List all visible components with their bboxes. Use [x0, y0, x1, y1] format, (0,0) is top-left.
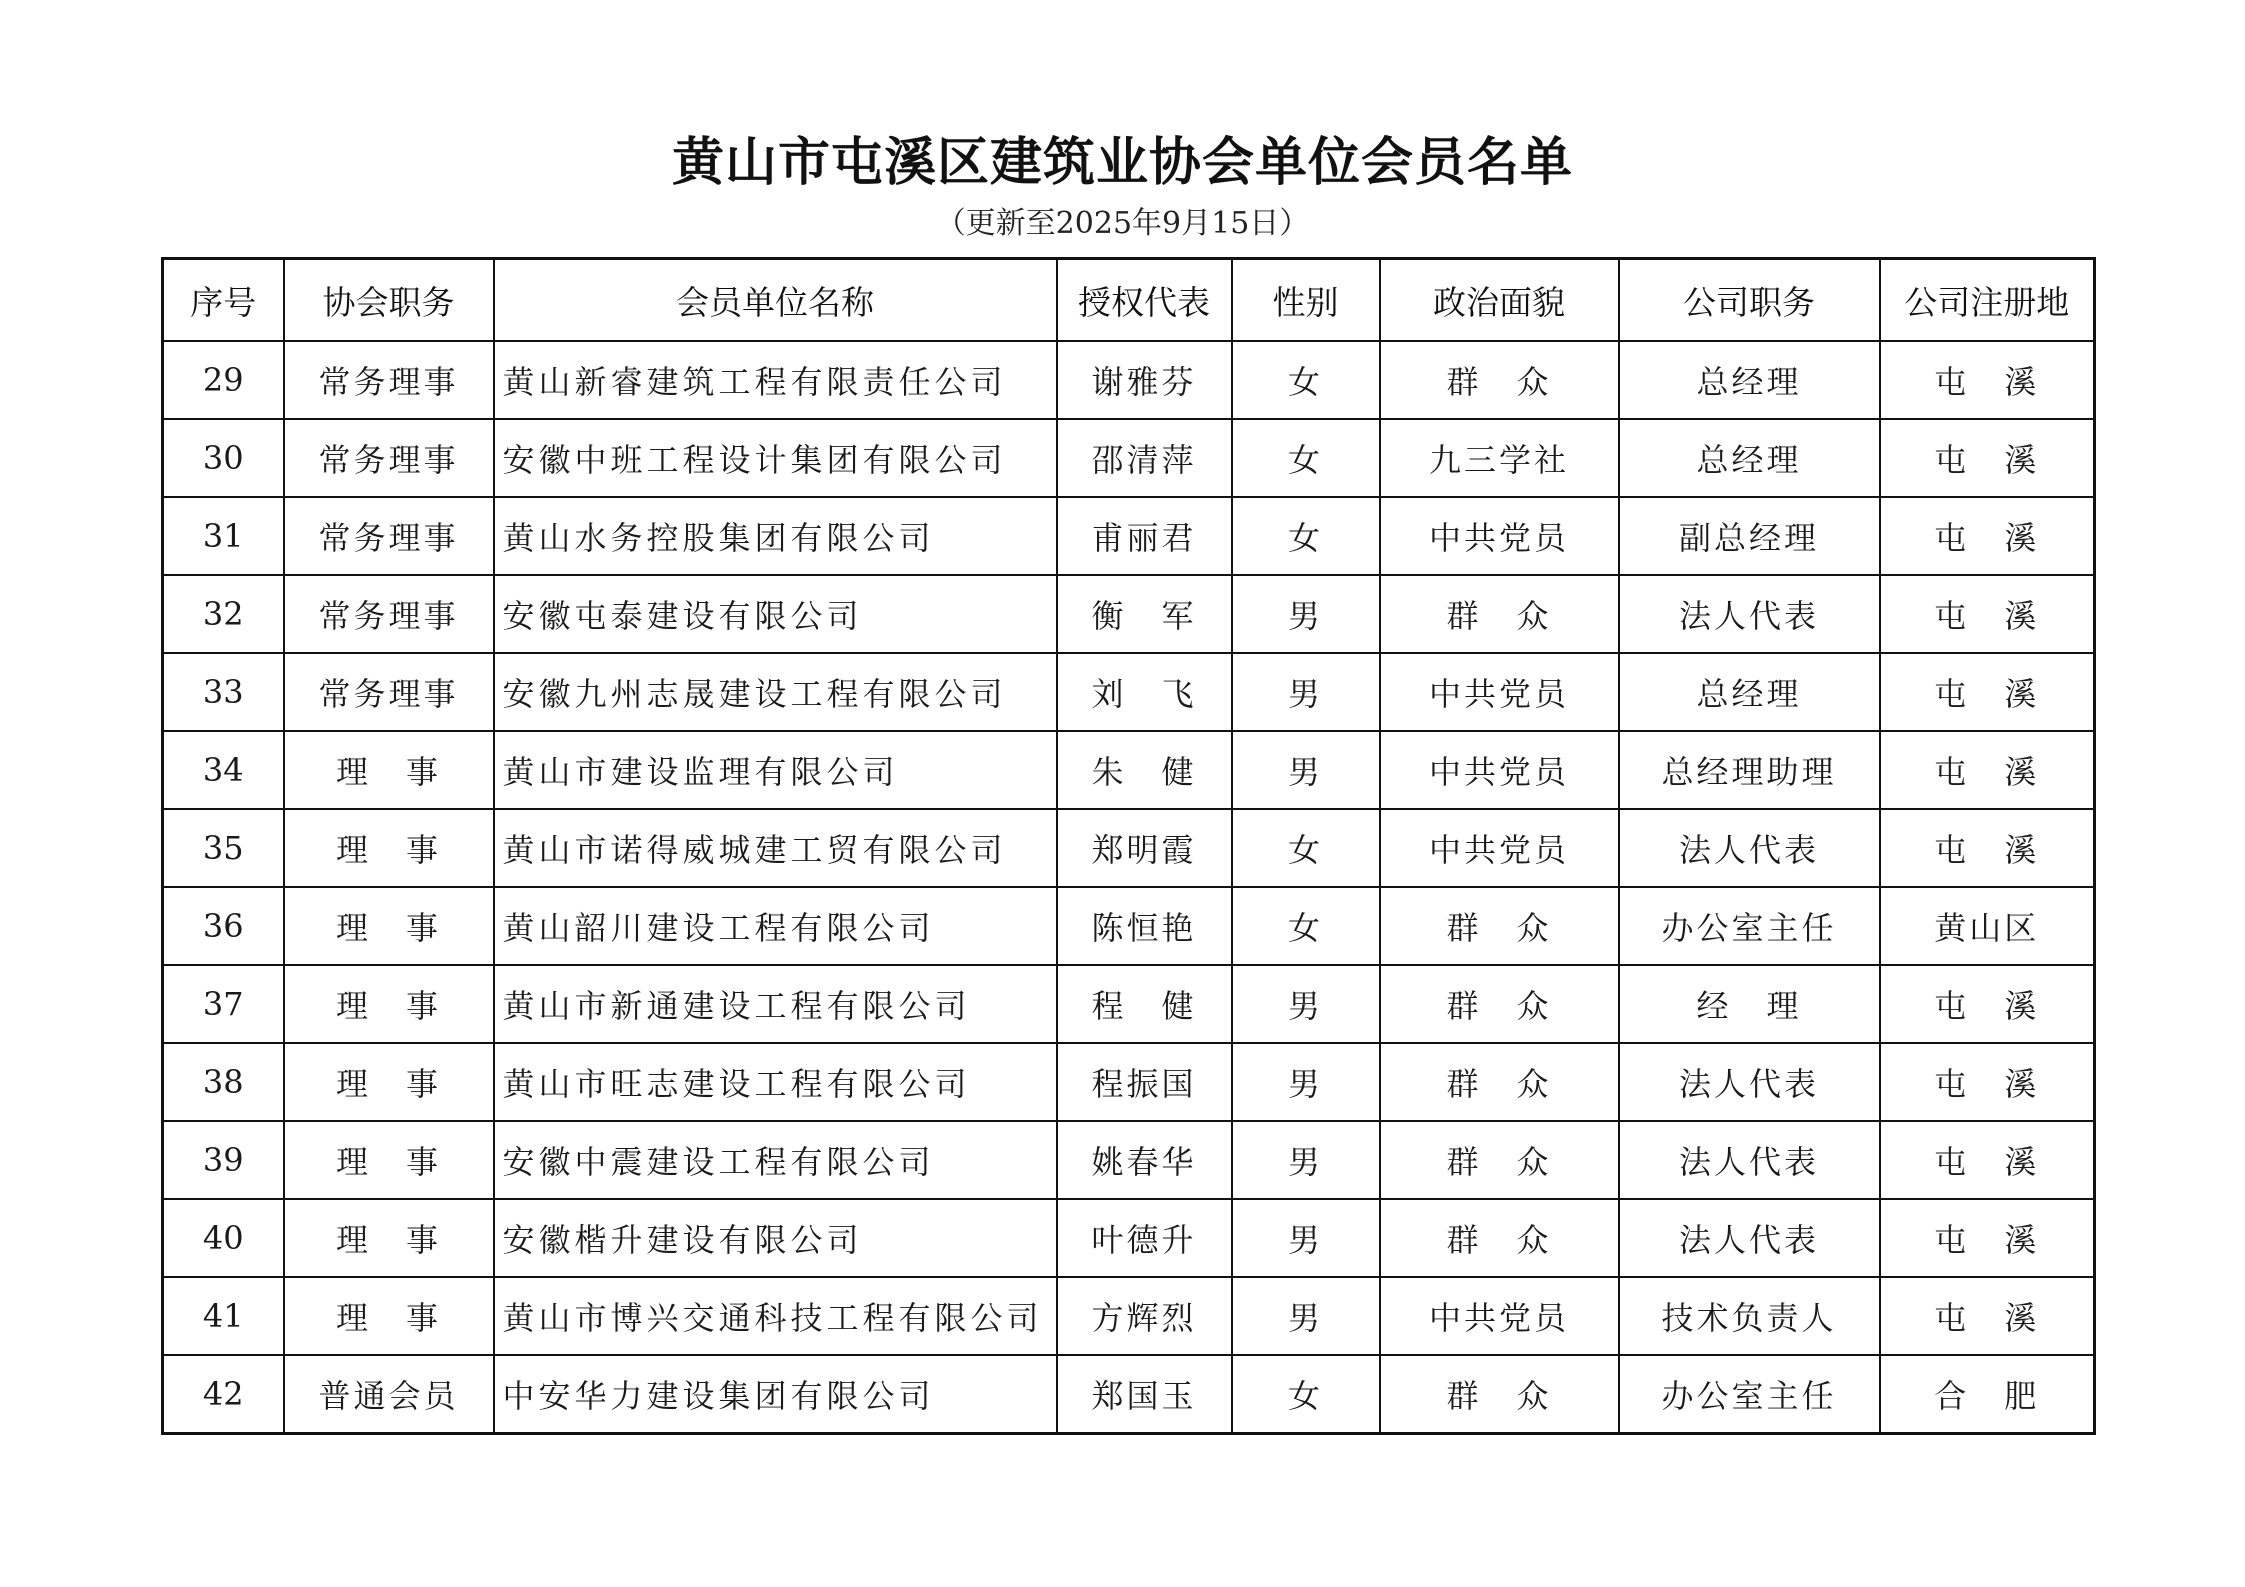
cell-gender: 女	[1232, 1355, 1380, 1434]
cell-company: 安徽屯泰建设有限公司	[494, 575, 1057, 653]
header-position: 公司职务	[1619, 259, 1880, 342]
cell-seq: 42	[163, 1355, 284, 1434]
cell-role: 常务理事	[284, 575, 494, 653]
cell-company: 黄山市博兴交通科技工程有限公司	[494, 1277, 1057, 1355]
cell-company: 安徽九州志晟建设工程有限公司	[494, 653, 1057, 731]
cell-position: 总经理	[1619, 653, 1880, 731]
member-table	[161, 257, 2096, 1435]
cell-position: 办公室主任	[1619, 1355, 1880, 1434]
table-row	[163, 1199, 2095, 1277]
cell-role: 理 事	[284, 1121, 494, 1199]
table-header-row	[163, 259, 2095, 342]
document-subtitle: （更新至2025年9月15日）	[935, 206, 1310, 241]
cell-role: 理 事	[284, 731, 494, 809]
header-political: 政治面貌	[1380, 259, 1619, 342]
cell-gender: 女	[1232, 341, 1380, 419]
cell-location: 屯 溪	[1880, 1277, 2095, 1355]
cell-rep: 姚春华	[1057, 1121, 1232, 1199]
cell-political: 群 众	[1380, 887, 1619, 965]
cell-location: 屯 溪	[1880, 1199, 2095, 1277]
cell-role: 理 事	[284, 1277, 494, 1355]
cell-rep: 邵清萍	[1057, 419, 1232, 497]
cell-rep: 甫丽君	[1057, 497, 1232, 575]
cell-seq: 36	[163, 887, 284, 965]
cell-role: 常务理事	[284, 341, 494, 419]
header-location: 公司注册地	[1880, 259, 2095, 342]
cell-position: 办公室主任	[1619, 887, 1880, 965]
cell-rep: 郑国玉	[1057, 1355, 1232, 1434]
header-seq: 序号	[163, 259, 284, 342]
cell-seq: 38	[163, 1043, 284, 1121]
table-row	[163, 497, 2095, 575]
cell-company: 黄山市建设监理有限公司	[494, 731, 1057, 809]
cell-gender: 男	[1232, 731, 1380, 809]
cell-political: 中共党员	[1380, 1277, 1619, 1355]
cell-gender: 男	[1232, 1199, 1380, 1277]
cell-location: 屯 溪	[1880, 419, 2095, 497]
cell-political: 群 众	[1380, 1355, 1619, 1434]
cell-position: 经 理	[1619, 965, 1880, 1043]
table-row	[163, 809, 2095, 887]
cell-rep: 郑明霞	[1057, 809, 1232, 887]
cell-company: 安徽中班工程设计集团有限公司	[494, 419, 1057, 497]
cell-seq: 32	[163, 575, 284, 653]
cell-seq: 30	[163, 419, 284, 497]
cell-position: 技术负责人	[1619, 1277, 1880, 1355]
cell-political: 九三学社	[1380, 419, 1619, 497]
cell-seq: 29	[163, 341, 284, 419]
header-rep: 授权代表	[1057, 259, 1232, 342]
cell-position: 副总经理	[1619, 497, 1880, 575]
cell-location: 屯 溪	[1880, 1043, 2095, 1121]
cell-gender: 男	[1232, 1121, 1380, 1199]
table-row	[163, 575, 2095, 653]
cell-rep: 叶德升	[1057, 1199, 1232, 1277]
cell-role: 理 事	[284, 1199, 494, 1277]
cell-gender: 女	[1232, 887, 1380, 965]
cell-gender: 男	[1232, 1277, 1380, 1355]
cell-company: 黄山水务控股集团有限公司	[494, 497, 1057, 575]
cell-location: 屯 溪	[1880, 653, 2095, 731]
cell-company: 安徽楷升建设有限公司	[494, 1199, 1057, 1277]
cell-gender: 男	[1232, 965, 1380, 1043]
cell-role: 理 事	[284, 1043, 494, 1121]
cell-role: 普通会员	[284, 1355, 494, 1434]
cell-position: 总经理	[1619, 419, 1880, 497]
document-title: 黄山市屯溪区建筑业协会单位会员名单	[671, 133, 1573, 193]
cell-role: 理 事	[284, 965, 494, 1043]
header-company: 会员单位名称	[494, 259, 1057, 342]
cell-gender: 女	[1232, 809, 1380, 887]
cell-seq: 33	[163, 653, 284, 731]
cell-political: 群 众	[1380, 575, 1619, 653]
table-row	[163, 419, 2095, 497]
cell-location: 屯 溪	[1880, 341, 2095, 419]
cell-position: 法人代表	[1619, 1121, 1880, 1199]
cell-role: 理 事	[284, 887, 494, 965]
cell-seq: 41	[163, 1277, 284, 1355]
cell-location: 屯 溪	[1880, 497, 2095, 575]
table-row	[163, 1355, 2095, 1434]
cell-gender: 男	[1232, 1043, 1380, 1121]
cell-company: 安徽中震建设工程有限公司	[494, 1121, 1057, 1199]
cell-role: 常务理事	[284, 497, 494, 575]
cell-position: 法人代表	[1619, 809, 1880, 887]
cell-gender: 女	[1232, 419, 1380, 497]
cell-location: 屯 溪	[1880, 575, 2095, 653]
cell-gender: 男	[1232, 575, 1380, 653]
cell-rep: 刘 飞	[1057, 653, 1232, 731]
cell-company: 黄山市新通建设工程有限公司	[494, 965, 1057, 1043]
cell-rep: 方辉烈	[1057, 1277, 1232, 1355]
cell-role: 常务理事	[284, 653, 494, 731]
cell-company: 黄山市旺志建设工程有限公司	[494, 1043, 1057, 1121]
cell-location: 屯 溪	[1880, 1121, 2095, 1199]
cell-political: 中共党员	[1380, 731, 1619, 809]
cell-seq: 31	[163, 497, 284, 575]
cell-company: 黄山新睿建筑工程有限责任公司	[494, 341, 1057, 419]
cell-location: 合 肥	[1880, 1355, 2095, 1434]
cell-rep: 朱 健	[1057, 731, 1232, 809]
header-role: 协会职务	[284, 259, 494, 342]
cell-company: 中安华力建设集团有限公司	[494, 1355, 1057, 1434]
cell-location: 屯 溪	[1880, 809, 2095, 887]
cell-company: 黄山韶川建设工程有限公司	[494, 887, 1057, 965]
cell-role: 理 事	[284, 809, 494, 887]
table-row	[163, 653, 2095, 731]
cell-political: 中共党员	[1380, 653, 1619, 731]
cell-seq: 39	[163, 1121, 284, 1199]
cell-rep: 陈恒艳	[1057, 887, 1232, 965]
cell-position: 总经理	[1619, 341, 1880, 419]
cell-location: 屯 溪	[1880, 965, 2095, 1043]
table-body	[163, 341, 2095, 1434]
table-row	[163, 731, 2095, 809]
cell-rep: 谢雅芬	[1057, 341, 1232, 419]
cell-political: 中共党员	[1380, 809, 1619, 887]
table-row	[163, 1121, 2095, 1199]
cell-location: 黄山区	[1880, 887, 2095, 965]
cell-seq: 37	[163, 965, 284, 1043]
cell-rep: 程振国	[1057, 1043, 1232, 1121]
table-row	[163, 1043, 2095, 1121]
cell-gender: 女	[1232, 497, 1380, 575]
cell-political: 群 众	[1380, 1043, 1619, 1121]
cell-political: 群 众	[1380, 341, 1619, 419]
cell-political: 群 众	[1380, 1121, 1619, 1199]
cell-political: 群 众	[1380, 965, 1619, 1043]
table-row	[163, 1277, 2095, 1355]
cell-position: 法人代表	[1619, 1043, 1880, 1121]
table-row	[163, 341, 2095, 419]
cell-position: 总经理助理	[1619, 731, 1880, 809]
cell-company: 黄山市诺得威城建工贸有限公司	[494, 809, 1057, 887]
cell-rep: 衡 军	[1057, 575, 1232, 653]
header-gender: 性别	[1232, 259, 1380, 342]
cell-seq: 40	[163, 1199, 284, 1277]
cell-location: 屯 溪	[1880, 731, 2095, 809]
cell-seq: 34	[163, 731, 284, 809]
cell-position: 法人代表	[1619, 575, 1880, 653]
cell-seq: 35	[163, 809, 284, 887]
cell-political: 群 众	[1380, 1199, 1619, 1277]
cell-position: 法人代表	[1619, 1199, 1880, 1277]
cell-gender: 男	[1232, 653, 1380, 731]
table-row	[163, 887, 2095, 965]
cell-rep: 程 健	[1057, 965, 1232, 1043]
cell-political: 中共党员	[1380, 497, 1619, 575]
table-row	[163, 965, 2095, 1043]
cell-role: 常务理事	[284, 419, 494, 497]
